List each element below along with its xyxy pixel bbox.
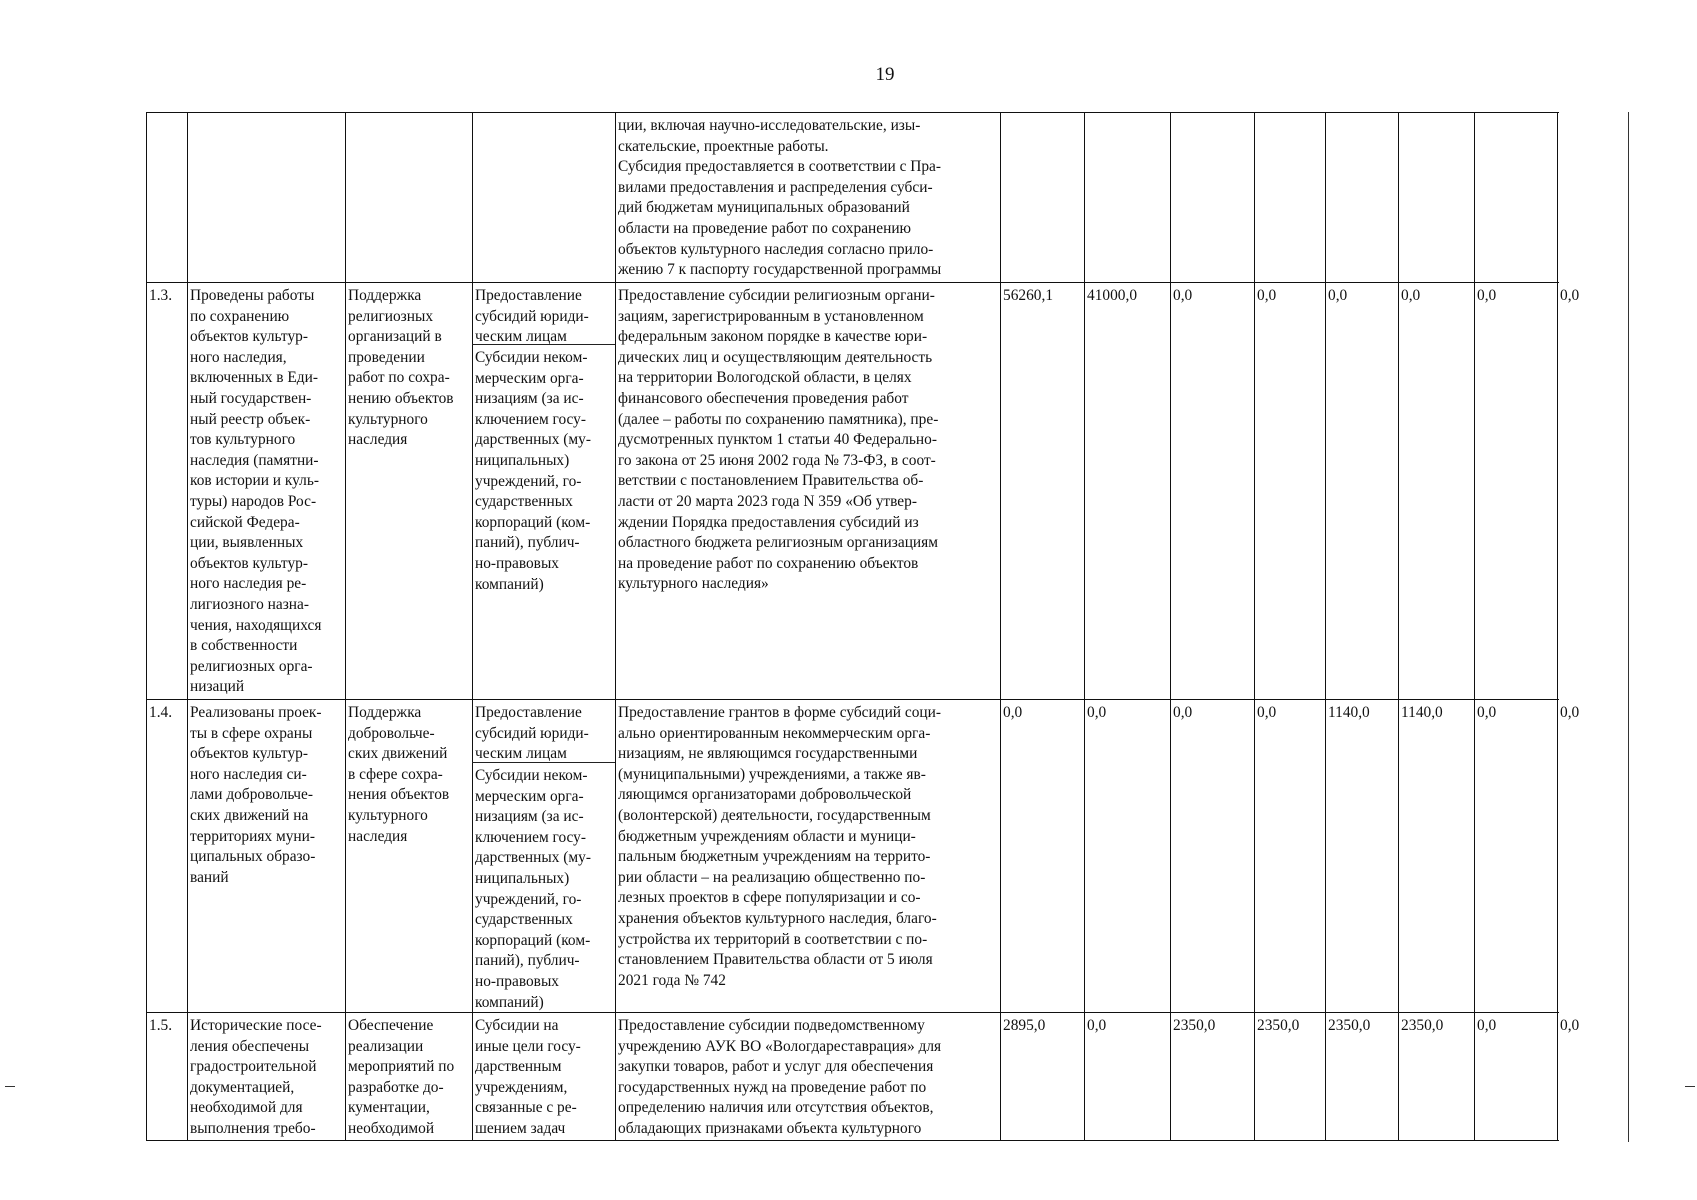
value-cell: 0,0	[1477, 1017, 1497, 1034]
value-cell: 0,0	[1560, 704, 1580, 721]
value-cell: 0,0	[1003, 704, 1023, 721]
value-cell: 0,0	[1477, 704, 1497, 721]
row-divider	[146, 699, 1559, 700]
type-cell-top: Субсидии на иные цели госу- дарственным учреждениям, связанные с ре- шением задач	[475, 1017, 581, 1137]
continuation-description: ции, включая научно-исследовательские, изы- скательские, проектные работы. Субсидия предоставляется в соответствии с Пра- вилами предоставления и распределения субси- дий бюджетам муниципальных образований области на проведение работ по сохранению объектов культурного наследия согласно прило- жению 7 к паспорту государственной программы	[618, 117, 942, 279]
value-cell: 0,0	[1087, 1017, 1107, 1034]
row-number: 1.4.	[149, 704, 173, 721]
page-number: 19	[875, 64, 895, 85]
scan-edge-mark	[5, 1086, 15, 1087]
measure-cell: Поддержка религиозных организаций в проведении работ по сохра- нению объектов культурного наследия	[348, 287, 454, 449]
scan-edge-mark	[1685, 1086, 1695, 1087]
column-divider	[1170, 112, 1171, 1140]
value-cell: 2350,0	[1173, 1017, 1216, 1034]
description-cell: Предоставление субсидии подведомственному учреждению АУК ВО «Вологдареставрация» для закупки товаров, работ и услуг для обеспечения государственных нужд на проведение работ по определению наличия или отсутствия объектов, обладающих признаками объекта культурного	[618, 1017, 942, 1137]
value-cell: 0,0	[1257, 287, 1277, 304]
column-divider	[1474, 112, 1475, 1140]
row-divider	[146, 1012, 1559, 1013]
measure-cell: Поддержка добровольче- ских движений в сфере сохра- нения объектов культурного наследия	[348, 704, 450, 845]
type-cell-top: Предоставление субсидий юриди- ческим лицам	[475, 704, 589, 762]
value-cell: 0,0	[1560, 1017, 1580, 1034]
row-number: 1.3.	[149, 287, 173, 304]
value-cell: 0,0	[1173, 704, 1193, 721]
column-divider	[1325, 112, 1326, 1140]
value-cell: 0,0	[1257, 704, 1277, 721]
measure-cell: Обеспечение реализации мероприятий по разработке до- кументации, необходимой	[348, 1017, 455, 1137]
value-cell: 1140,0	[1328, 704, 1370, 721]
value-cell: 2350,0	[1328, 1017, 1371, 1034]
table-top-border	[146, 112, 1559, 113]
description-cell: Предоставление грантов в форме субсидий соци- ально ориентированным некоммерческим орга- низациям, не являющимся государственными (муниципальными) учреждениями, а также яв- ляющимся организаторами добровольческой (волонтерской) деятельности, государственным бюджетным учреждениям области и муници- пальным бюджетным учреждениям на террито- рии области – на реализацию общественно по- лезных проектов в сфере популяризации и со- хранения объектов культурного наследия, благо- устройства их территорий в соответствии с по- становлением Правительства области от 5 июля 2021 года № 742	[618, 704, 942, 989]
type-sub-divider	[472, 762, 615, 763]
result-cell: Исторические посе- ления обеспечены градостроительной документацией, необходимой для выполнения требо-	[190, 1017, 322, 1137]
value-cell: 1140,0	[1401, 704, 1443, 721]
description-cell: Предоставление субсидии религиозным органи- зациям, зарегистрированным в установленном федеральным законом порядке в качестве юри- дических лиц и осуществляющим деятельность на территории Вологодской области, в целях финансового обеспечения проведения работ (далее – работы по сохранению памятника), пре- дусмотренных пунктом 1 статьи 40 Федерально- го закона от 25 июня 2002 года № 73-ФЗ, в соот- ветствии с постановлением Правительства об- ласти от 20 марта 2023 года N 359 «Об утвер- ждении Порядка предоставления субсидий из областного бюджета религиозным организациям на проведение работ по сохранению объектов культурного наследия»	[618, 287, 939, 593]
value-cell: 41000,0	[1087, 287, 1138, 304]
value-cell: 0,0	[1560, 287, 1580, 304]
type-sub-divider	[472, 344, 615, 345]
column-divider	[1557, 112, 1558, 1140]
column-divider	[1398, 112, 1399, 1140]
type-cell-bottom: Субсидии неком- мерческим орга- низациям (за ис- ключением госу- дарственных (му- ниципальных) учреждений, го- сударственных корпораций (ком- паний), публич- но-правовых компаний)	[475, 767, 591, 1011]
column-divider	[1084, 112, 1085, 1140]
row-divider	[146, 282, 1559, 283]
type-cell-top: Предоставление субсидий юриди- ческим лицам	[475, 287, 589, 344]
value-cell: 2350,0	[1401, 1017, 1444, 1034]
value-cell: 2895,0	[1003, 1017, 1046, 1034]
value-cell: 0,0	[1477, 287, 1497, 304]
value-cell: 0,0	[1087, 704, 1107, 721]
value-cell: 0,0	[1173, 287, 1193, 304]
value-cell: 0,0	[1328, 287, 1348, 304]
value-cell: 56260,1	[1003, 287, 1054, 304]
column-divider	[1254, 112, 1255, 1140]
result-cell: Проведены работы по сохранению объектов культур- ного наследия, включенных в Еди- ный государствен- ный реестр объек- тов культурного наследия (памятни- ков истории и куль- туры) народов Рос- сийской Федера- ции, выявленных объектов культур- ного наследия ре- лигиозного назна- чения, находящихся в собственности религиозных орга- низаций	[190, 287, 322, 696]
row-number: 1.5.	[149, 1017, 173, 1034]
value-cell: 0,0	[1401, 287, 1421, 304]
value-cell: 2350,0	[1257, 1017, 1300, 1034]
type-cell-bottom: Субсидии неком- мерческим орга- низациям (за ис- ключением госу- дарственных (му- ниципальных) учреждений, го- сударственных корпораций (ком- паний), публич- но-правовых компаний)	[475, 349, 591, 593]
table-bottom-border	[146, 1140, 1559, 1141]
result-cell: Реализованы проек- ты в сфере охраны объектов культур- ного наследия си- лами добровольче- ских движений на территориях муни- ципальных образо- ваний	[190, 704, 322, 886]
outer-margin-line	[1628, 112, 1629, 1142]
